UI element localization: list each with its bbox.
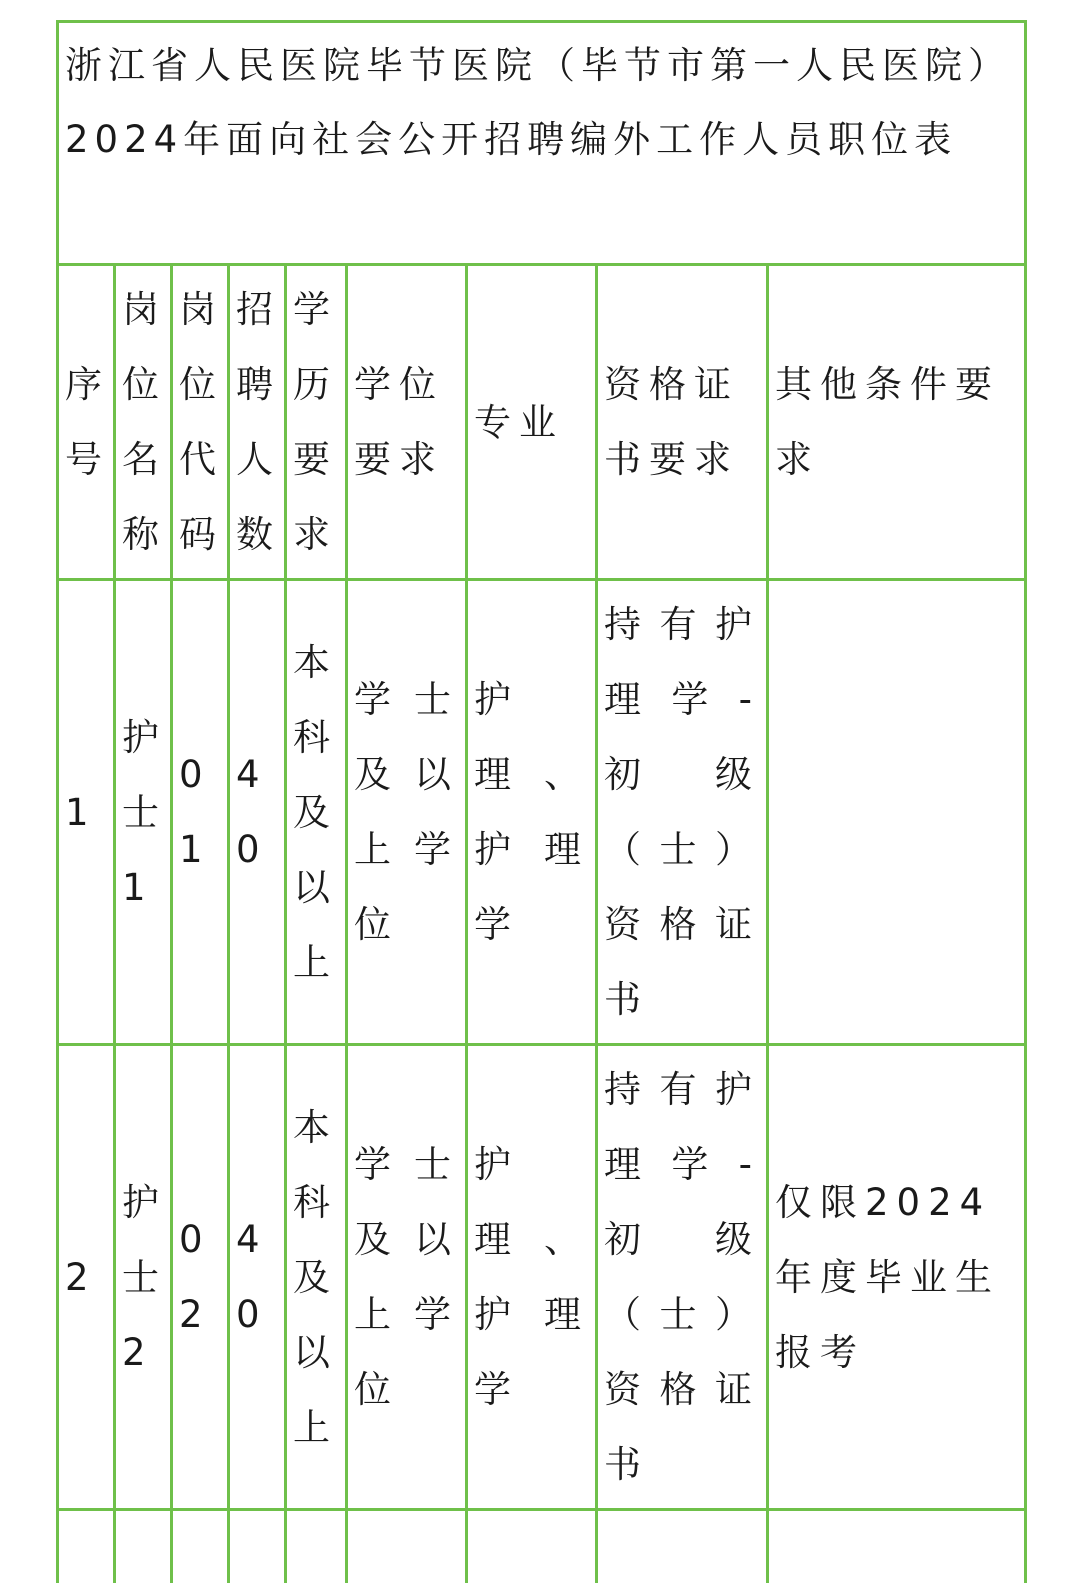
table-row: [58, 580, 1026, 1045]
cell-hire-count: 40: [229, 580, 286, 1045]
header-post-code: 岗位代码: [172, 265, 229, 580]
table-row: [58, 1045, 1026, 1510]
cell-major: 护理、护理学: [467, 580, 597, 1045]
cell-seq: 1: [58, 580, 115, 1045]
table-row-partial: [58, 1510, 1026, 1583]
cell-certificate: 持有护理学-初级（士）资格证书: [597, 580, 768, 1045]
header-row: [58, 265, 1026, 580]
cell-post-name: 护士1: [115, 580, 172, 1045]
cell-post-code: 01: [172, 580, 229, 1045]
cell-education: 本科及以上: [286, 1045, 347, 1510]
cell-empty: [467, 1510, 597, 1583]
cell-other: [768, 580, 1026, 1045]
header-education: 学历要求: [286, 265, 347, 580]
cell-empty: [768, 1510, 1026, 1583]
job-table-container: [56, 20, 1027, 1583]
table-title: 浙江省人民医院毕节医院（毕节市第一人民医院）2024年面向社会公开招聘编外工作人员职位表: [58, 22, 1026, 265]
cell-empty: [58, 1510, 115, 1583]
cell-empty: [286, 1510, 347, 1583]
cell-seq: 2: [58, 1045, 115, 1510]
cell-post-name: 护士2: [115, 1045, 172, 1510]
cell-other: 仅限2024年度毕业生报考: [768, 1045, 1026, 1510]
cell-empty: [115, 1510, 172, 1583]
header-post-name: 岗位名称: [115, 265, 172, 580]
cell-empty: [597, 1510, 768, 1583]
cell-certificate: 持有护理学-初级（士）资格证书: [597, 1045, 768, 1510]
cell-empty: [347, 1510, 467, 1583]
header-other: 其他条件要求: [768, 265, 1026, 580]
header-certificate: 资格证书要求: [597, 265, 768, 580]
title-row: [58, 22, 1026, 265]
cell-empty: [172, 1510, 229, 1583]
header-degree: 学位要求: [347, 265, 467, 580]
header-major: 专业: [467, 265, 597, 580]
cell-education: 本科及以上: [286, 580, 347, 1045]
cell-degree: 学士及以上学位: [347, 580, 467, 1045]
cell-major: 护理、护理学: [467, 1045, 597, 1510]
cell-hire-count: 40: [229, 1045, 286, 1510]
header-hire-count: 招聘人数: [229, 265, 286, 580]
cell-empty: [229, 1510, 286, 1583]
cell-post-code: 02: [172, 1045, 229, 1510]
job-positions-table: [56, 20, 1027, 1583]
header-seq: 序号: [58, 265, 115, 580]
cell-degree: 学士及以上学位: [347, 1045, 467, 1510]
